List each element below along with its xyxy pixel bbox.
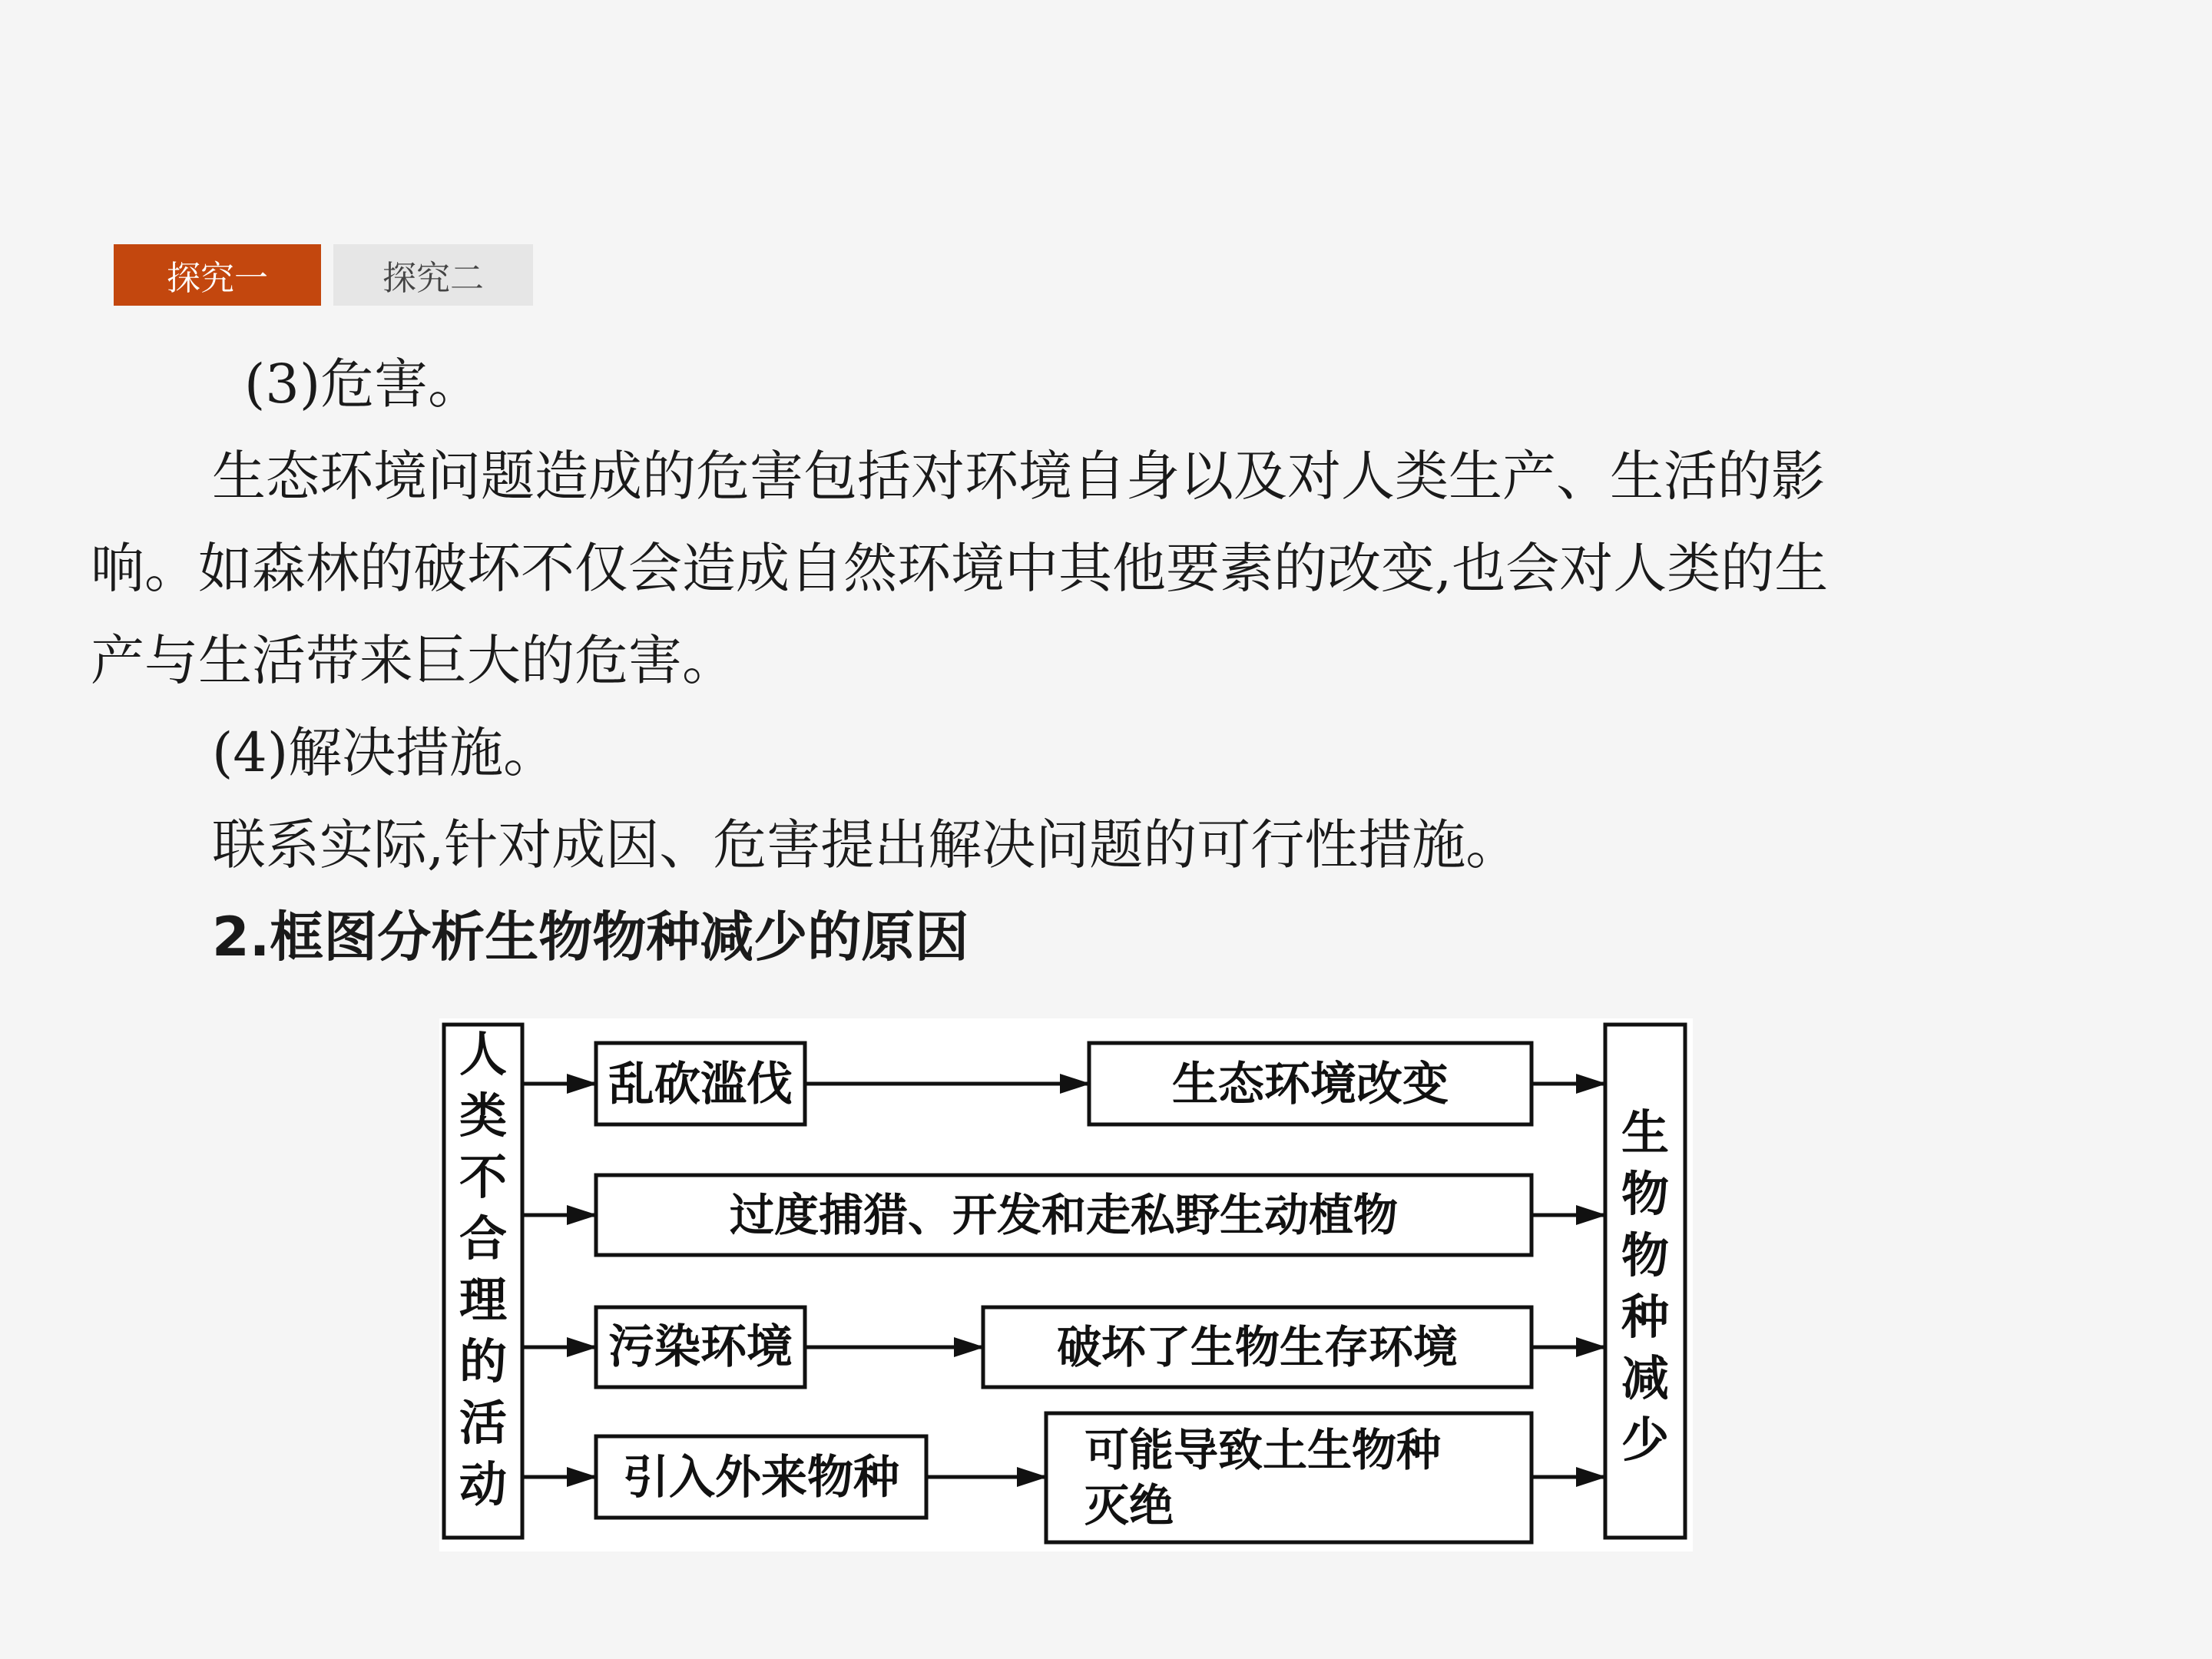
effect-text-extinction-1: 可能导致土生物种 — [1084, 1424, 1442, 1476]
heading-solutions: (4)解决措施。 — [212, 721, 558, 784]
effect-text-ecology-change: 生态环境改变 — [1172, 1058, 1449, 1111]
leftChars-char-1: 类 — [459, 1088, 508, 1144]
cause-text-deforestation: 乱砍滥伐 — [608, 1058, 793, 1111]
rightChars-char-4: 减 — [1621, 1350, 1670, 1406]
species-decline-diagram — [439, 1018, 1693, 1551]
leftChars-char-0: 人 — [459, 1026, 508, 1082]
effect-text-extinction-2: 灭绝 — [1084, 1479, 1174, 1532]
tab-explore-1[interactable]: 探究一 — [114, 244, 321, 306]
rightChars-char-2: 物 — [1621, 1227, 1670, 1283]
rightChars-char-0: 生 — [1621, 1104, 1670, 1161]
leftChars-char-4: 理 — [459, 1272, 508, 1328]
leftChars-char-6: 活 — [459, 1395, 508, 1451]
heading-harm: (3)危害。 — [244, 353, 482, 416]
leftChars-char-5: 的 — [459, 1333, 508, 1389]
cause-text-invasive: 引入外来物种 — [623, 1451, 899, 1505]
cause-text-overhunting: 过度捕猎、开发和走私野生动植物 — [729, 1189, 1399, 1241]
paragraph-harm-line-3: 产与生活带来巨大的危害。 — [91, 629, 736, 692]
leftChars-char-2: 不 — [459, 1149, 508, 1205]
rightChars-char-1: 物 — [1621, 1166, 1670, 1222]
leftChars-char-7: 动 — [459, 1456, 508, 1512]
paragraph-harm-line-2: 响。如森林的破坏不仅会造成自然环境中其他要素的改变,也会对人类的生 — [91, 537, 1829, 600]
cause-text-pollution: 污染环境 — [608, 1320, 793, 1374]
paragraph-harm-line-1: 生态环境问题造成的危害包括对环境自身以及对人类生产、生活的影 — [212, 445, 1825, 508]
paragraph-solutions: 联系实际,针对成因、危害提出解决问题的可行性措施。 — [212, 813, 1520, 876]
leftChars-char-3: 合 — [459, 1210, 508, 1267]
effect-text-habitat-destroyed: 破坏了生物生存环境 — [1056, 1321, 1459, 1373]
section-title-diagram: 2.框图分析生物物种减少的原因 — [212, 906, 969, 969]
tab-explore-2[interactable]: 探究二 — [333, 244, 533, 306]
rightChars-char-5: 少 — [1621, 1412, 1670, 1468]
rightChars-char-3: 种 — [1621, 1289, 1670, 1345]
